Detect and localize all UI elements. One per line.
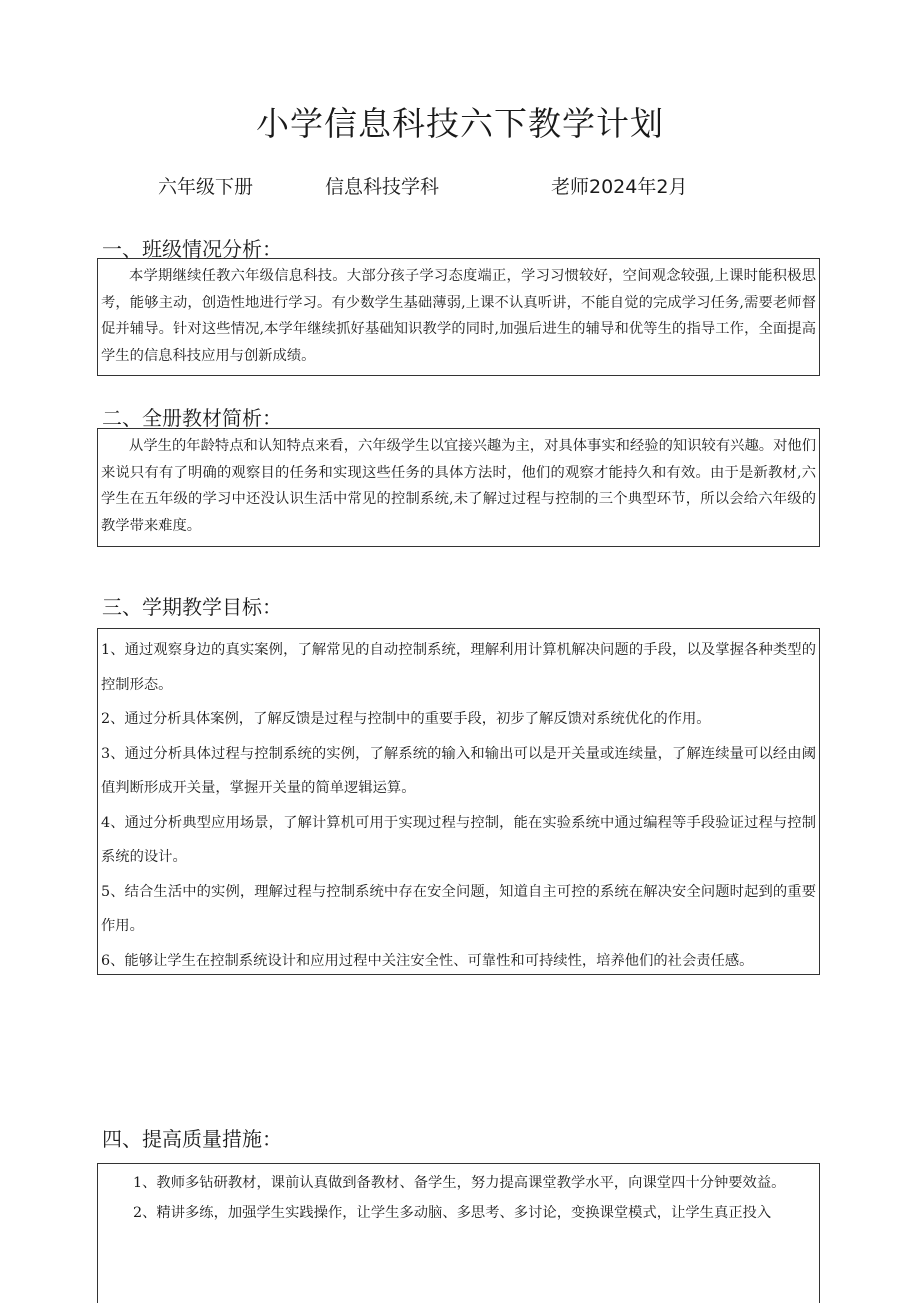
textbook-analysis-box xyxy=(97,428,820,547)
goal-item: 1、通过观察身边的真实案例，了解常见的自动控制系统，理解利用计算机解决问题的手段，以及掌握各种类型的控制形态。 xyxy=(101,642,816,693)
subject-label: 信息科技学科 xyxy=(325,176,440,198)
goal-item: 3、通过分析具体过程与控制系统的实例，了解系统的输入和输出可以是开关量或连续量，了解连续量可以经由阈值判断形成开关量，掌握开关量的简单逻辑运算。 xyxy=(101,745,816,796)
measure-item: 1、教师多钻研教材，课前认真做到备教材、备学生，努力提高课堂教学水平，向课堂四十分钟要效益。 xyxy=(133,1175,786,1191)
goal-item: 2、通过分析具体案例，了解反馈是过程与控制中的重要手段，初步了解反馈对系统优化的作用。 xyxy=(101,711,711,727)
textbook-analysis-heading: 二、全册教材简析： xyxy=(102,406,282,430)
goal-item: 5、结合生活中的实例，理解过程与控制系统中存在安全问题，知道自主可控的系统在解决安全问题时起到的重要作用。 xyxy=(101,883,816,934)
measure-item: 2、精讲多练，加强学生实践操作，让学生多动脑、多思考、多讨论，变换课堂模式，让学生真正投入 xyxy=(133,1205,772,1221)
textbook-analysis-text: 从学生的年龄特点和认知特点来看，六年级学生以宜接兴趣为主，对具体事实和经验的知识较有兴趣。对他们来说只有有了明确的观察目的任务和实现这些任务的具体方法时，他们的观察才能持久和有效。由于是新教材,六学生在五年级的学习中还没认识生活中常见的控制系统,未了解过过程与控制的三个典型环节，所以会给六年级的教学带来难度。 xyxy=(101,438,816,534)
teacher-date-label: 老师2024年2月 xyxy=(551,176,688,198)
class-analysis-heading: 一、班级情况分析： xyxy=(102,237,282,261)
goals-heading: 三、学期教学目标： xyxy=(102,595,282,619)
measures-box xyxy=(97,1163,820,1303)
class-analysis-text: 本学期继续任教六年级信息科技。大部分孩子学习态度端正，学习习惯较好，空间观念较强,上课时能积极思考，能够主动，创造性地进行学习。有少数学生基础薄弱,上课不认真听讲，不能自觉的完成学习任务,需要老师督促并辅导。针对这些情况,本学年继续抓好基础知识教学的同时,加强后进生的辅导和优等生的指导工作，全面提高学生的信息科技应用与创新成绩。 xyxy=(101,268,816,364)
goal-item: 6、能够让学生在控制系统设计和应用过程中关注安全性、可靠性和可持续性，培养他们的社会责任感。 xyxy=(101,952,754,969)
page-title: 小学信息科技六下教学计划 xyxy=(256,104,664,143)
measures-heading: 四、提高质量措施： xyxy=(102,1127,282,1151)
class-analysis-box xyxy=(97,258,820,376)
goals-box xyxy=(97,628,820,975)
grade-label: 六年级下册 xyxy=(158,176,254,198)
goal-item: 4、通过分析典型应用场景，了解计算机可用于实现过程与控制，能在实验系统中通过编程等手段验证过程与控制系统的设计。 xyxy=(101,814,816,865)
